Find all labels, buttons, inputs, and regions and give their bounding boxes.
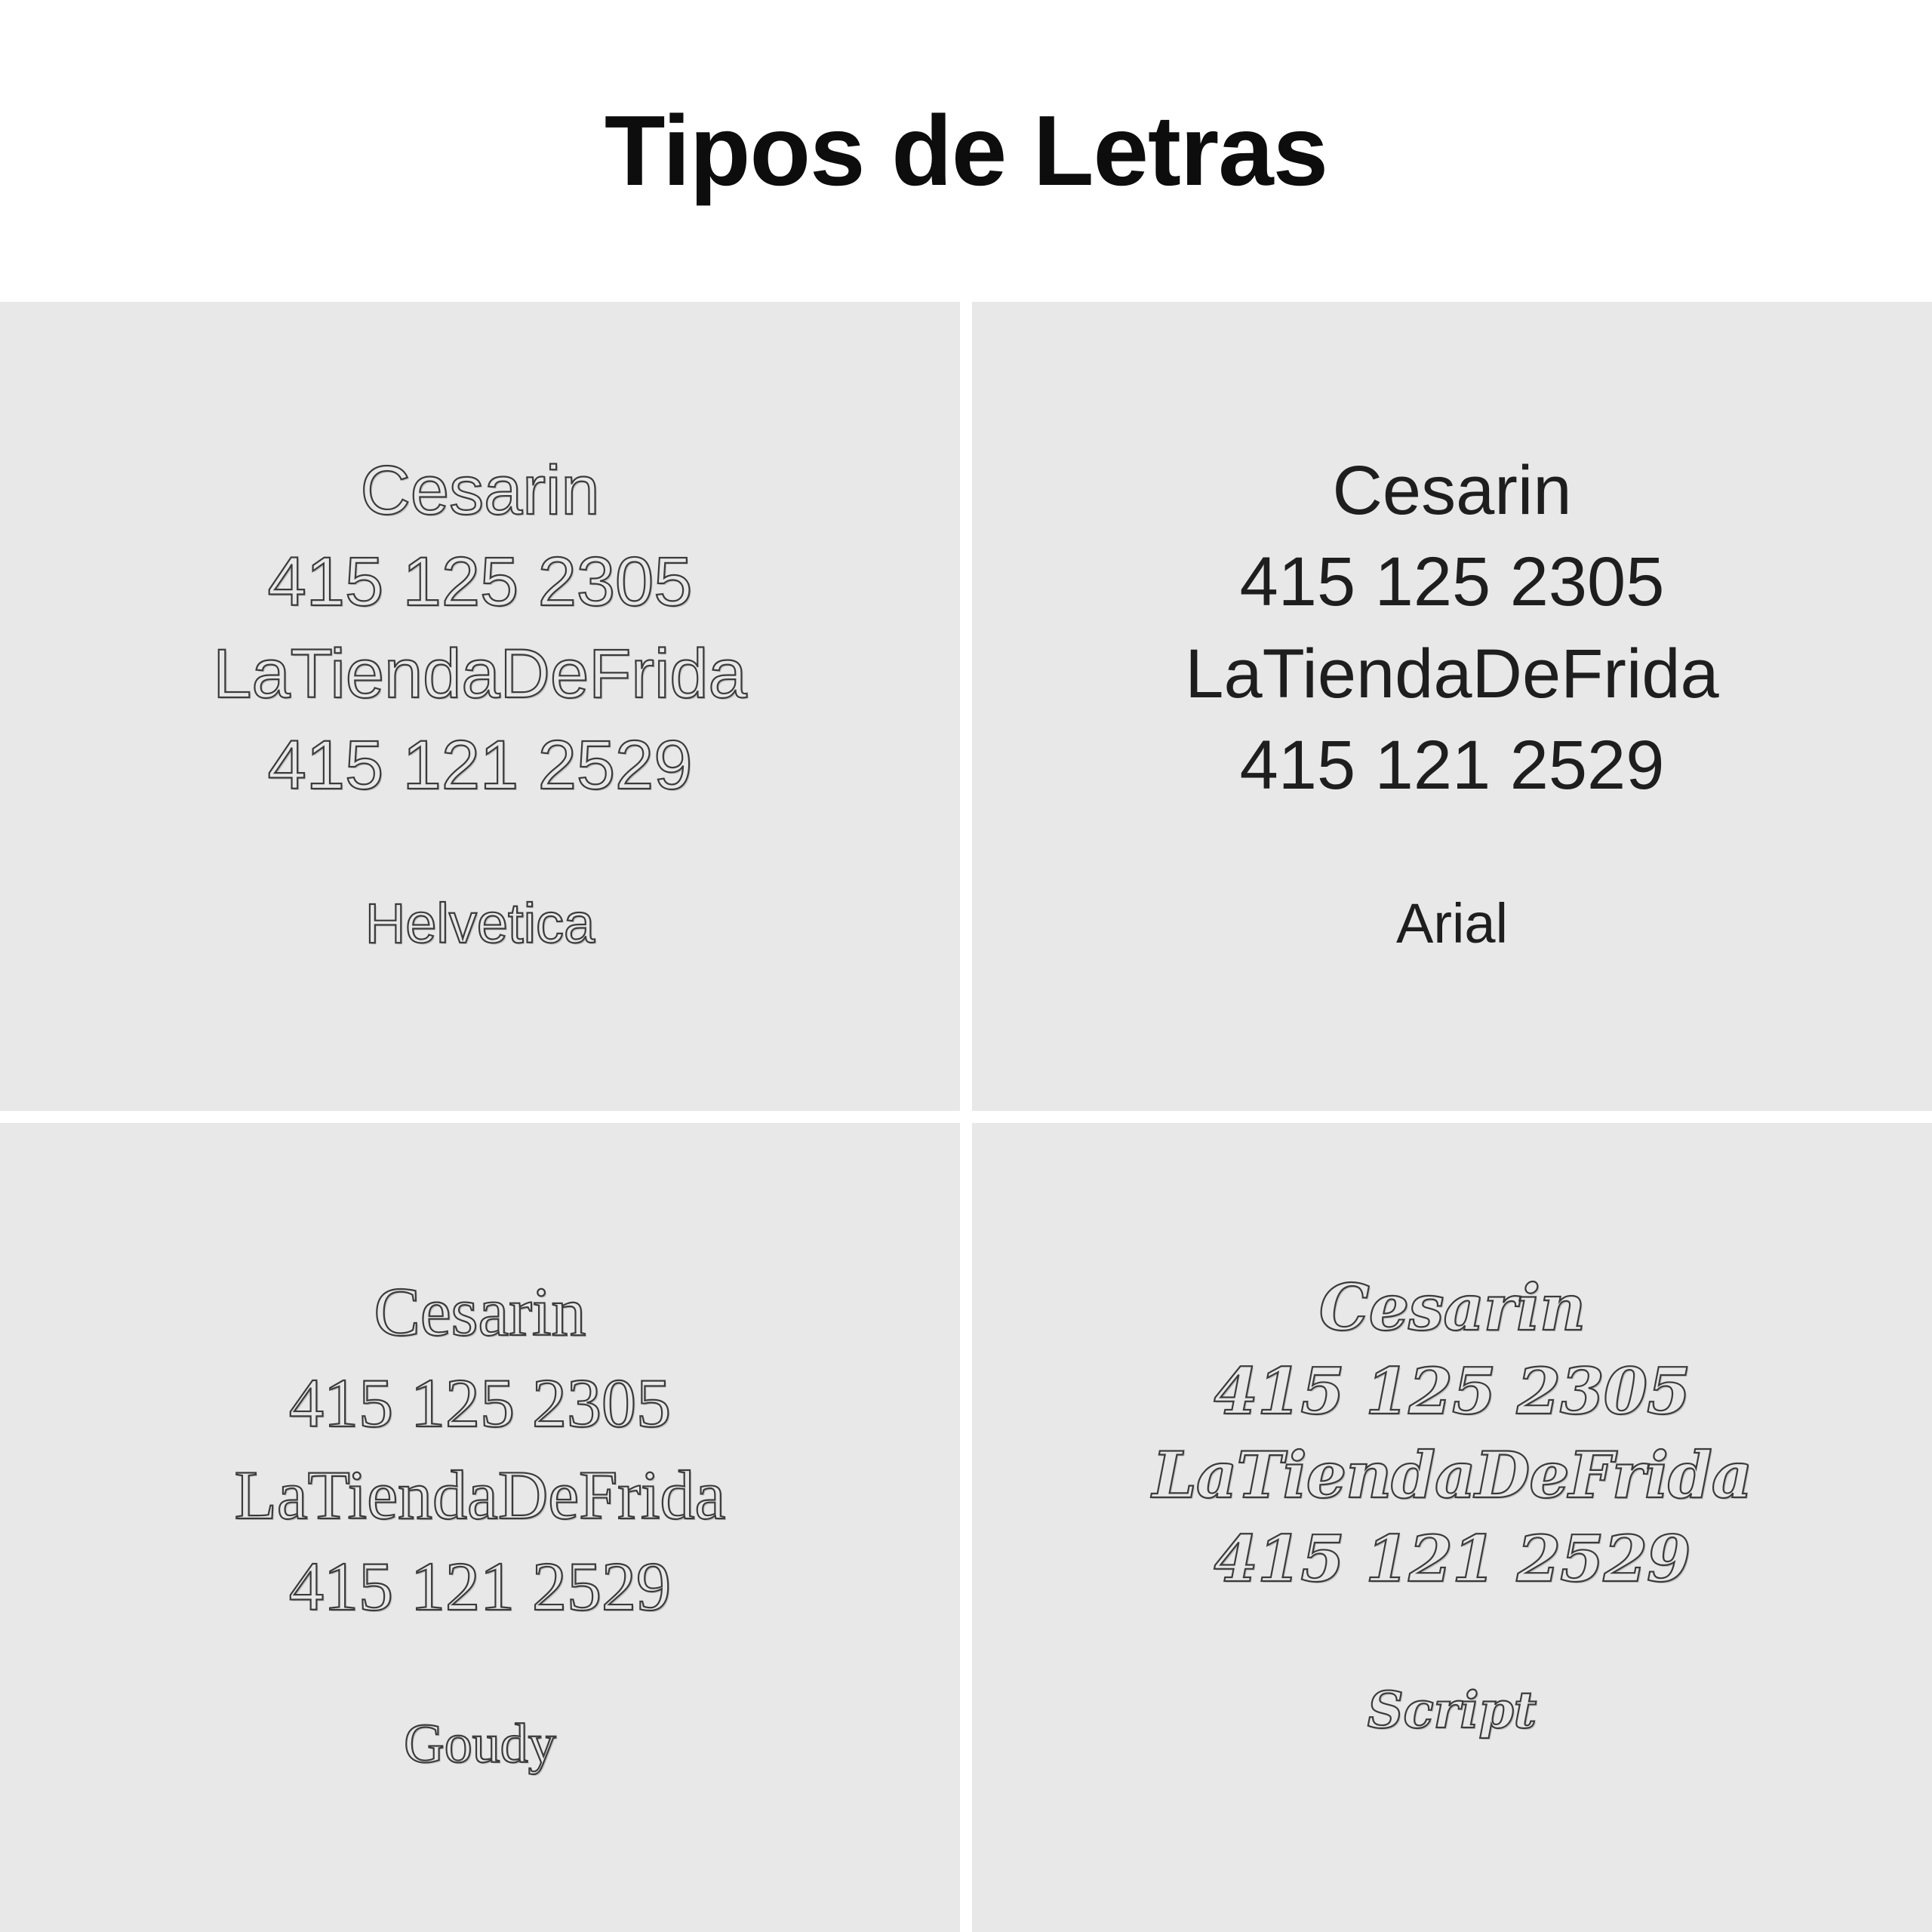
sample-line-phone-2: 415 121 2529 <box>267 727 693 804</box>
sample-line-shop: LaTiendaDeFrida <box>1185 635 1719 712</box>
font-sample-tile-goudy[interactable] <box>0 1123 960 1932</box>
sample-text-block <box>1152 1266 1752 1601</box>
font-name-label: Goudy <box>404 1712 556 1775</box>
sample-line-name: Cesarin <box>360 452 600 529</box>
sample-line-shop: LaTiendaDeFrida <box>1152 1437 1752 1512</box>
sample-line-phone-1: 415 125 2305 <box>267 543 693 621</box>
font-sample-tile-helvetica[interactable] <box>0 302 960 1111</box>
sample-line-phone-2: 415 121 2529 <box>1239 727 1665 804</box>
sample-line-phone-2: 415 121 2529 <box>1214 1521 1690 1596</box>
font-name-label: Script <box>1367 1680 1537 1740</box>
sample-line-phone-2: 415 121 2529 <box>288 1548 671 1626</box>
font-name-label: Arial <box>1395 891 1509 955</box>
sample-line-phone-1: 415 125 2305 <box>1239 543 1665 621</box>
sample-line-phone-1: 415 125 2305 <box>288 1364 671 1442</box>
sample-line-name: Cesarin <box>374 1273 586 1350</box>
font-sample-tile-arial[interactable] <box>972 302 1932 1111</box>
font-sample-grid <box>0 302 1932 1932</box>
sample-text-block <box>1185 445 1718 812</box>
font-sample-tile-script[interactable] <box>972 1123 1932 1932</box>
sample-text-block <box>235 1266 726 1633</box>
page-title: Tipos de Letras <box>604 95 1328 206</box>
font-name-label: Helvetica <box>365 891 595 955</box>
sample-text-block <box>213 445 746 812</box>
sample-line-phone-1: 415 125 2305 <box>1214 1353 1690 1429</box>
sample-line-name: Cesarin <box>1332 452 1572 529</box>
sample-line-name: Cesarin <box>1318 1270 1586 1345</box>
page-header <box>0 0 1932 302</box>
sample-line-shop: LaTiendaDeFrida <box>234 1456 726 1534</box>
sample-line-shop: LaTiendaDeFrida <box>213 635 747 712</box>
